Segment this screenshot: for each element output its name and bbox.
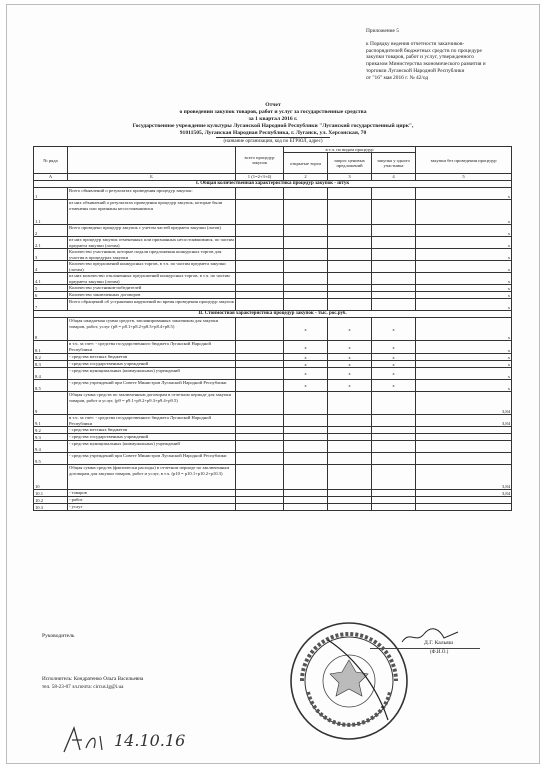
table-row: [34, 237, 512, 249]
col-open: [284, 225, 328, 237]
handwritten-note: [60, 722, 200, 756]
table-row: [34, 380, 512, 392]
row-number: 10.1: [34, 490, 68, 497]
row-name: - услуг: [68, 504, 236, 511]
col-quotes: [328, 285, 372, 292]
col-no-procedures: x: [416, 237, 512, 249]
col-total: [236, 361, 284, 368]
col-no-procedures: [416, 453, 512, 465]
col-quotes: [328, 415, 372, 427]
row-number: 8.5: [34, 380, 68, 392]
table-row: [34, 415, 512, 427]
row-name: - товаров: [68, 490, 236, 497]
col-no-procedures: x: [416, 273, 512, 285]
row-number: 8.3: [34, 361, 68, 368]
col-no-procedures: x: [416, 249, 512, 261]
col-open: [284, 292, 328, 299]
col-single: [372, 237, 416, 249]
row-name: Количество участников, которые подали предложения конкурсных торгов для участия в процедурах закупки: [68, 249, 236, 261]
row-name: Всего обращений об устранении нарушений во время проведения процедур закупок: [68, 299, 236, 311]
col-single: x: [372, 361, 416, 368]
section-heading: II. Стоимостная характеристика процедур закупок - тыс. рос.руб.: [34, 311, 512, 318]
col-no-procedures: 3,84: [416, 490, 512, 497]
row-number: 9.2: [34, 427, 68, 434]
table-header-row: [34, 147, 512, 153]
header-no-procedures: закупки без проведения процедур: [416, 147, 512, 174]
table-row: [34, 427, 512, 434]
head-name: Д.Г. Кальяш: [424, 640, 454, 646]
col-quotes: x: [328, 380, 372, 392]
appendix-line: к Порядку ведения отчетности заказчиков-: [366, 40, 465, 47]
col-total: [236, 318, 284, 341]
col-no-procedures: x: [416, 341, 512, 354]
table-row: [34, 453, 512, 465]
col-total: [236, 380, 284, 392]
col-quotes: x: [328, 354, 372, 361]
col-quotes: [328, 292, 372, 299]
row-number: 3: [34, 249, 68, 261]
table-row: [34, 341, 512, 354]
col-total: [236, 200, 284, 225]
col-no-procedures: x: [416, 318, 512, 341]
row-name: из них объявлений о результатах проведения процедур закупок, которые были отменены или признаны несостоявшимися: [68, 200, 236, 225]
index-cell: А: [34, 174, 68, 181]
col-no-procedures: x: [416, 292, 512, 299]
col-open: [284, 273, 328, 285]
appendix-line: приказом Министерства экономического развития и: [366, 61, 486, 68]
row-name: Количество заключенных договоров: [68, 292, 236, 299]
col-no-procedures: [416, 427, 512, 434]
col-open: x: [284, 368, 328, 380]
row-name: Количество предложений конкурсных торгов, в т.ч. по частям предмета закупки (лотам): [68, 261, 236, 273]
appendix-block: [366, 28, 526, 82]
index-cell: 2: [284, 174, 328, 181]
row-name: из них процедур закупок отмененных или признанных несостоявшимися, по частям предмета закупки (лотам): [69, 237, 234, 248]
col-single: [372, 299, 416, 311]
row-number: 10.3: [34, 504, 68, 511]
table-row: [34, 441, 512, 453]
row-name: из них количество отклоненных предложений конкурсных торгов, в т.ч. по частям предмета закупки (лотам): [68, 273, 236, 285]
col-total: [236, 261, 284, 273]
col-single: [372, 273, 416, 285]
row-number: 8: [34, 318, 68, 341]
col-no-procedures: x: [416, 225, 512, 237]
row-name: в т.ч. за счет: - средства государственного бюджета Луганской Народной Республики: [68, 341, 236, 354]
col-total: [236, 368, 284, 380]
col-open: x: [284, 318, 328, 341]
col-total: [236, 497, 284, 504]
col-single: [372, 427, 416, 434]
table-row: [34, 392, 512, 415]
table-row: [34, 354, 512, 361]
table-row: [34, 261, 512, 273]
col-total: [236, 273, 284, 285]
row-name: - средства государственных учреждений: [68, 361, 236, 368]
col-single: [372, 441, 416, 453]
col-single: [372, 285, 416, 292]
report-title-block: [0, 102, 546, 145]
col-no-procedures: x: [416, 380, 512, 392]
col-quotes: [328, 504, 372, 511]
col-open: [284, 465, 328, 490]
row-number: 4: [34, 261, 68, 273]
col-total: [236, 441, 284, 453]
section-heading: I. Общая количественная характеристика процедур закупок - штук: [34, 181, 512, 188]
row-name: Общая сумма средств (фактически расходы) в отчетном периоде по заключенным договорам для закупки товаров, работ и услуг, в т.ч. (р10 = р10.1+р10.2+р10.3): [68, 465, 236, 490]
row-number: 6: [34, 292, 68, 299]
col-total: [236, 299, 284, 311]
row-number: 5: [34, 285, 68, 292]
col-total: [236, 292, 284, 299]
col-total: [236, 427, 284, 434]
row-name: Общая сумма средств по заключенным договорам в отчетном периоде для закупки товаров, работ и услуг, (р9 = р9.1+р9.2+р9.3+р9.4+р9.5): [68, 392, 236, 415]
col-total: [236, 188, 284, 200]
col-single: [372, 453, 416, 465]
row-name: Всего объявлений о результатах проведения процедур закупок:: [68, 188, 236, 200]
row-name: Количество участников-победителей: [68, 285, 236, 292]
col-single: [372, 465, 416, 490]
row-name: Общая ожидаемая сумма средств, запланированных заказчиком для закупки товаров, работ, услуг (р8 = р8.1+р8.2+р8.3+р8.4+р8.5): [68, 318, 236, 341]
row-number: 9.4: [34, 441, 68, 453]
table-row: [34, 434, 512, 441]
head-signature: [400, 628, 460, 646]
col-open: [284, 434, 328, 441]
col-no-procedures: [416, 504, 512, 511]
index-cell: 3: [328, 174, 372, 181]
appendix-line: Приложение 5: [366, 28, 399, 34]
col-single: [372, 249, 416, 261]
col-quotes: x: [328, 368, 372, 380]
col-no-procedures: x: [416, 361, 512, 368]
col-open: [284, 237, 328, 249]
col-total: [236, 415, 284, 427]
row-name: - средства государственных учреждений: [68, 434, 236, 441]
report-subject: о проведении закупок товаров, работ и услуг за государственные средства: [179, 109, 367, 115]
col-quotes: [328, 188, 372, 200]
col-no-procedures: 3,84: [416, 392, 512, 415]
table-row: [34, 490, 512, 497]
col-total: [236, 225, 284, 237]
row-name: - средства учреждений при Совете Министров Луганской Народной Республики: [68, 453, 236, 465]
table-row: [34, 200, 512, 225]
row-number: 8.4: [34, 368, 68, 380]
report-period: за 1 квартал 2016 г.: [248, 116, 298, 122]
col-total: [236, 434, 284, 441]
table-row: [34, 361, 512, 368]
col-single: x: [372, 341, 416, 354]
col-open: [284, 427, 328, 434]
col-open: [284, 504, 328, 511]
col-single: [372, 225, 416, 237]
col-single: [372, 415, 416, 427]
col-single: [372, 188, 416, 200]
col-no-procedures: x: [416, 368, 512, 380]
col-quotes: [328, 427, 372, 434]
organization-caption: (название организации, код по ЕГРЮЛ, адрес): [216, 137, 331, 145]
row-number: 8.2: [34, 354, 68, 361]
header-total: всего процедур закупок: [236, 147, 284, 174]
table-row: [34, 368, 512, 380]
col-no-procedures: x: [416, 299, 512, 311]
col-total: [236, 392, 284, 415]
col-quotes: [328, 441, 372, 453]
col-open: [284, 299, 328, 311]
official-stamp: [288, 620, 410, 742]
appendix-line: торговли Луганской Народной Республики: [366, 67, 465, 74]
row-name: Всего проведено процедур закупок с учетом частей предмета закупки (лотов): [68, 225, 236, 237]
col-open: [284, 490, 328, 497]
col-open: [284, 249, 328, 261]
col-single: [372, 200, 416, 225]
col-open: [284, 441, 328, 453]
col-quotes: [328, 497, 372, 504]
index-cell: 5: [416, 174, 512, 181]
col-quotes: x: [328, 318, 372, 341]
organization-name: Государственное учреждение культуры Луганской Народной Республики "Луганский государственный цирк",: [132, 123, 414, 129]
col-quotes: [328, 249, 372, 261]
row-number: 1.1: [34, 200, 68, 225]
col-no-procedures: x: [416, 188, 512, 200]
header-single: закупка у одного участника: [372, 153, 416, 174]
col-single: [372, 434, 416, 441]
header-open: открытые торги: [284, 153, 328, 174]
col-no-procedures: x: [416, 285, 512, 292]
col-open: [284, 200, 328, 225]
index-cell: 4: [372, 174, 416, 181]
appendix-line: закупки товаров, работ и услуг, утвержденного: [366, 54, 474, 61]
header-name: [68, 147, 236, 174]
row-number: 9.5: [34, 453, 68, 465]
row-name: - средства муниципальных (коммунальных) учреждений: [68, 441, 236, 453]
table-row: [34, 273, 512, 285]
col-quotes: x: [328, 361, 372, 368]
row-number: 2: [34, 225, 68, 237]
col-open: [284, 497, 328, 504]
index-cell: Б: [68, 174, 236, 181]
col-no-procedures: 3,84: [416, 465, 512, 490]
report-heading: Отчет: [265, 102, 281, 108]
organization-address: 91011505, Луганская Народная Республика, г. Луганск, ул. Херсонская, 70: [179, 130, 367, 136]
table-row: [34, 497, 512, 504]
table-row: [34, 249, 512, 261]
table-row: [34, 188, 512, 200]
col-open: [284, 415, 328, 427]
col-open: [284, 188, 328, 200]
fio-caption: (Ф.И.О.): [430, 650, 449, 655]
index-cell: 1 (1=2+3+4): [236, 174, 284, 181]
col-quotes: [328, 465, 372, 490]
row-number: 9.3: [34, 434, 68, 441]
table-row: [34, 299, 512, 311]
col-no-procedures: [416, 434, 512, 441]
table-row: [34, 504, 512, 511]
col-total: [236, 504, 284, 511]
col-open: x: [284, 354, 328, 361]
col-open: x: [284, 361, 328, 368]
row-number: 4.1: [34, 273, 68, 285]
col-single: x: [372, 318, 416, 341]
col-open: x: [284, 380, 328, 392]
col-single: [372, 497, 416, 504]
section-heading-row: [34, 181, 512, 188]
col-quotes: [328, 273, 372, 285]
col-total: [236, 453, 284, 465]
col-no-procedures: x: [416, 261, 512, 273]
col-open: x: [284, 341, 328, 354]
col-quotes: [328, 392, 372, 415]
appendix-line: распорядителей бюджетных средств по процедуре: [366, 47, 482, 54]
handwritten-date: 14.10.16: [114, 731, 186, 750]
col-quotes: x: [328, 341, 372, 354]
header-incl: в т.ч. по видам процедур: [284, 147, 416, 153]
row-number: 10: [34, 465, 68, 490]
col-open: [284, 261, 328, 273]
row-name: - работ: [68, 497, 236, 504]
col-single: [372, 261, 416, 273]
col-no-procedures: 3,84: [416, 415, 512, 427]
table-row: [34, 285, 512, 292]
section-heading-row: [34, 311, 512, 318]
row-name: - средства учреждений при Совете Министров Луганской Народной Республики: [68, 380, 236, 392]
col-total: [236, 465, 284, 490]
executor-name: Исполнитель: Кондратенко Ольга Васильевна: [42, 676, 144, 682]
table-row: [34, 292, 512, 299]
col-no-procedures: x: [416, 200, 512, 225]
report-table: [33, 146, 512, 511]
row-number: 9: [34, 392, 68, 415]
table-index-row: [34, 174, 512, 181]
row-number: 1: [34, 188, 68, 200]
header-row-number: № ряда: [34, 147, 68, 174]
row-name: - средства муниципальных (коммунальных) учреждений: [68, 368, 236, 380]
col-single: [372, 490, 416, 497]
col-single: [372, 504, 416, 511]
row-number: 8.1: [34, 341, 68, 354]
col-quotes: [328, 299, 372, 311]
row-name: в т.ч. за счет: - средства государственного бюджета Луганской Народной Республики: [68, 415, 236, 427]
head-label: Руководитель: [42, 633, 75, 639]
row-number: 9.1: [34, 415, 68, 427]
col-single: x: [372, 380, 416, 392]
col-quotes: [328, 434, 372, 441]
executor-phone: тел. 58-23-07 эл.почта: circus.lg@i.ua: [42, 684, 124, 690]
col-quotes: [328, 453, 372, 465]
col-open: [284, 453, 328, 465]
col-single: [372, 292, 416, 299]
col-quotes: [328, 490, 372, 497]
col-quotes: [328, 261, 372, 273]
col-open: [284, 285, 328, 292]
col-no-procedures: [416, 441, 512, 453]
table-row: [34, 465, 512, 490]
table-row: [34, 225, 512, 237]
col-quotes: [328, 237, 372, 249]
col-single: x: [372, 354, 416, 361]
col-single: [372, 392, 416, 415]
col-no-procedures: [416, 497, 512, 504]
row-number: 7: [34, 299, 68, 311]
col-open: [284, 392, 328, 415]
table-row: [34, 318, 512, 341]
col-total: [236, 341, 284, 354]
col-total: [236, 249, 284, 261]
col-quotes: [328, 200, 372, 225]
col-no-procedures: x: [416, 354, 512, 361]
col-total: [236, 490, 284, 497]
row-name: - средства местных бюджетов: [68, 427, 236, 434]
col-total: [236, 354, 284, 361]
col-single: x: [372, 368, 416, 380]
row-number: 10.2: [34, 497, 68, 504]
appendix-line: от "16" мая 2016 г. № 42/од: [366, 74, 429, 81]
header-quotes: запрос ценовых предложений: [328, 153, 372, 174]
col-quotes: [328, 225, 372, 237]
col-total: [236, 237, 284, 249]
row-number: 2.1: [34, 237, 68, 249]
col-total: [236, 285, 284, 292]
row-name: - средства местных бюджетов: [68, 354, 236, 361]
